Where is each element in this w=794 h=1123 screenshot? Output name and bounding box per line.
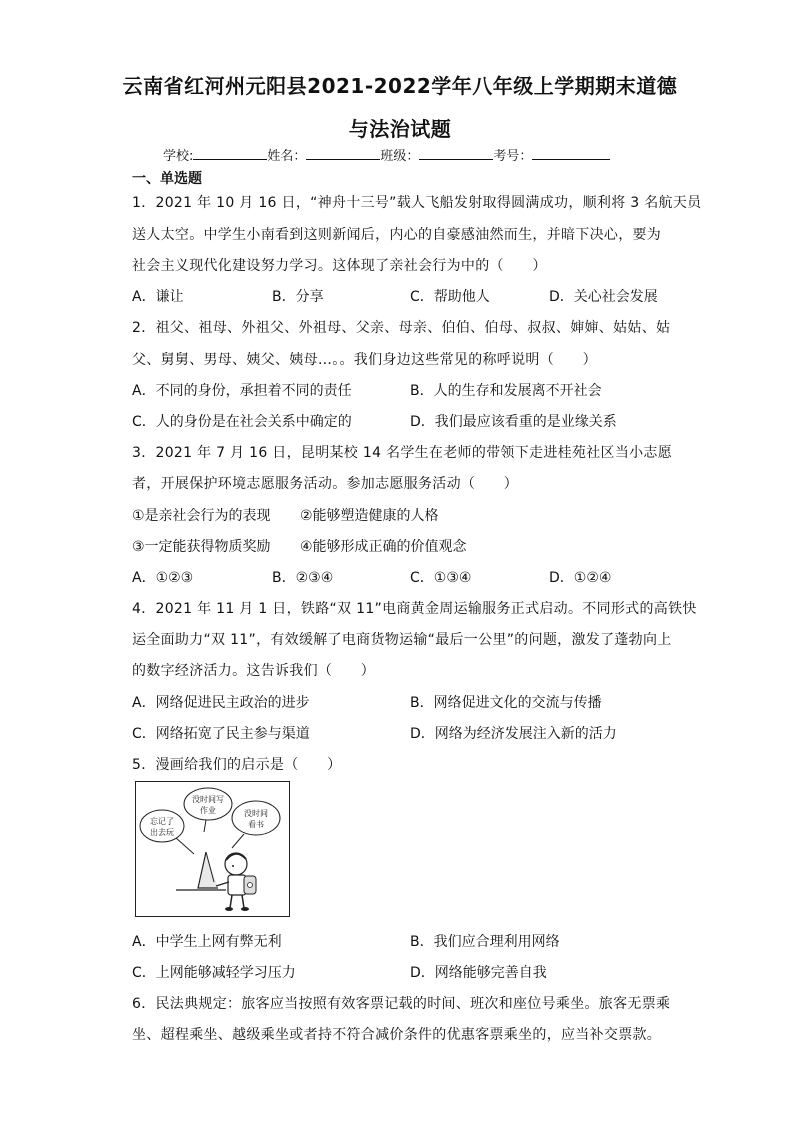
q3-option-d: D．①②④ (549, 570, 612, 586)
q2-line2: 父、舅舅、男母、姨父、姨母…。。我们身边这些常见的称呼说明（ ） (132, 352, 597, 368)
q3-item-2: ②能够塑造健康的人格 (300, 508, 439, 524)
q5-option-a: A．中学生上网有弊无利 (132, 934, 282, 950)
bubble-right-line2: 看书 (248, 820, 264, 829)
q1-line3: 社会主义现代化建设努力学习。这体现了亲社会行为中的（ ） (132, 258, 547, 274)
q3-option-b: B．②③④ (272, 570, 334, 586)
student-info-row (163, 145, 610, 164)
bubble-right-line1: 没时间 (244, 809, 268, 818)
exam-title-line2: 与法治试题 (348, 117, 452, 141)
q4-option-c: C．网络拓宽了民主参与渠道 (132, 726, 310, 742)
q3-item-1: ①是亲社会行为的表现 (132, 508, 271, 524)
q2-option-c: C．人的身份是在社会关系中确定的 (132, 414, 352, 430)
q3-option-a: A．①②③ (132, 570, 194, 586)
number-blank[interactable] (532, 147, 610, 160)
exam-title-line1: 云南省红河州元阳县2021-2022学年八年级上学期期末道德 (122, 74, 678, 98)
q2-option-d: D．我们最应该看重的是业缘关系 (410, 414, 617, 430)
q6-line2: 坐、超程乘坐、越级乘坐或者持不符合减价条件的优惠客票乘坐的，应当补交票款。 (132, 1027, 662, 1043)
q1-line1: 1．2021 年 10 月 16 日，“神舟十三号”载人飞船发射取得圆满成功，顺利将 3 名航天员 (132, 195, 702, 211)
q1-option-c: C．帮助他人 (410, 289, 490, 305)
q4-line1: 4．2021 年 11 月 1 日，铁路“双 11”电商黄金周运输服务正式启动。不同形式的高铁快 (132, 601, 697, 617)
q1-option-b: B．分享 (272, 289, 324, 305)
section-title: 一、单选题 (132, 171, 202, 187)
bubble-top-line2: 作业 (200, 806, 216, 815)
class-blank[interactable] (419, 147, 493, 160)
school-blank[interactable] (193, 147, 267, 160)
q3-item-4: ④能够形成正确的价值观念 (300, 539, 467, 555)
q3-item-3: ③一定能获得物质奖励 (132, 539, 271, 555)
q3-option-c: C．①③④ (410, 570, 472, 586)
number-label: 考号： (493, 149, 533, 164)
school-label: 学校: (163, 149, 194, 164)
q2-option-b: B．人的生存和发展离不开社会 (410, 383, 602, 399)
q1-option-a: A．谦让 (132, 289, 184, 305)
q5-option-b: B．我们应合理利用网络 (410, 934, 560, 950)
q4-option-b: B．网络促进文化的交流与传播 (410, 695, 602, 711)
q4-line3: 的数字经济活力。这告诉我们（ ） (132, 663, 376, 679)
name-label: 姓名： (267, 149, 307, 164)
q6-line1: 6．民法典规定：旅客应当按照有效客票记载的时间、班次和座位号乘坐。旅客无票乘 (132, 996, 671, 1012)
q5-option-d: D．网络能够完善自我 (410, 965, 547, 981)
cartoon-illustration (136, 782, 288, 915)
q2-option-a: A．不同的身份，承担着不同的责任 (132, 383, 352, 399)
q4-option-a: A．网络促进民主政治的进步 (132, 695, 310, 711)
bubble-left-line2: 出去玩 (150, 828, 174, 837)
name-blank[interactable] (306, 147, 380, 160)
q4-line2: 运全面助力“双 11”，有效缓解了电商货物运输“最后一公里”的问题，激发了蓬勃向上 (132, 632, 672, 648)
class-label: 班级： (380, 149, 420, 164)
q2-line1: 2．祖父、祖母、外祖父、外祖母、父亲、母亲、伯伯、伯母、叔叔、婶婶、姑姑、姑 (132, 320, 671, 336)
q1-line2: 送人太空。中学生小南看到这则新闻后，内心的自豪感油然而生，并暗下决心，要为 (132, 227, 662, 243)
q4-option-d: D．网络为经济发展注入新的活力 (410, 726, 617, 742)
bubble-top-line1: 没时间写 (192, 795, 224, 804)
q5-option-c: C．上网能够减轻学习压力 (132, 965, 296, 981)
q3-line2: 者，开展保护环境志愿服务活动。参加志愿服务活动（ ） (132, 476, 519, 492)
q3-line1: 3．2021 年 7 月 16 日，昆明某校 14 名学生在老师的带领下走进桂苑社区当小志愿 (132, 445, 673, 461)
cartoon-image (135, 781, 290, 917)
bubble-left-line1: 忘记了 (150, 817, 174, 826)
q5-line1: 5．漫画给我们的启示是（ ） (132, 757, 342, 773)
q1-option-d: D．关心社会发展 (549, 289, 658, 305)
